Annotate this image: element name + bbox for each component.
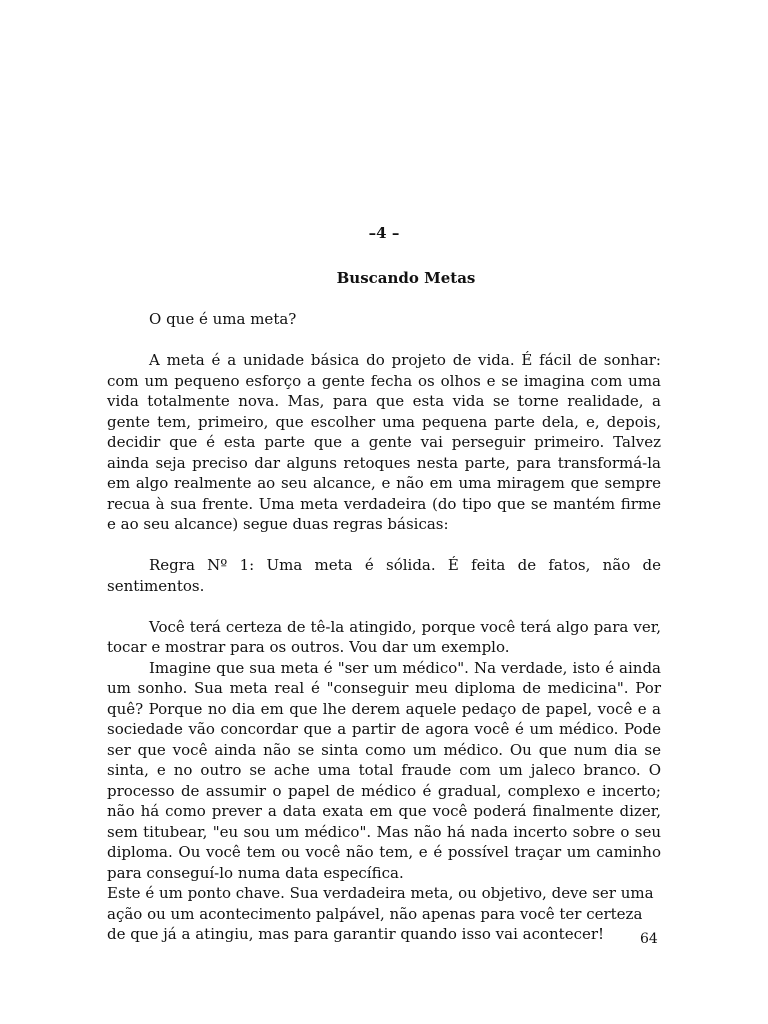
paragraph-key-point: Este é um ponto chave. Sua verdadeira meta, ou objetivo, deve ser uma ação ou um acontecimento palpável, não apenas para você ter certeza de que já a atingiu, mas para garantir quando isso vai acontecer! (107, 884, 654, 943)
paragraph-definition: A meta é a unidade básica do projeto de vida. É fácil de sonhar: com um pequeno esforço a gente fecha os olhos e se imagina com uma vida totalmente nova. Mas, para que esta vida se torne realidade, a gente tem, primeiro, que escolher uma pequena parte dela, e, depois, decidir que é esta parte que a gente vai perseguir primeiro. Talvez ainda seja preciso dar alguns retoques nesta parte, para transformá-la em algo realmente ao seu alcance, e não em uma miragem que sempre recua à sua frente. Uma meta verdadeira (do tipo que se mantém firme e ao seu alcance) segue duas regras básicas: (107, 351, 661, 533)
page-number: 64 (640, 931, 658, 947)
paragraph-rule-1: Regra Nº 1: Uma meta é sólida. É feita de fatos, não de sentimentos. (107, 556, 661, 595)
paragraph-question: O que é uma meta? (149, 310, 297, 328)
body-text (107, 309, 661, 945)
chapter-number: –4 – (368, 224, 400, 242)
paragraph-certainty: Você terá certeza de tê-la atingido, porque você terá algo para ver, tocar e mostrar para os outros. Vou dar um exemplo. (107, 617, 661, 656)
chapter-title: Buscando Metas (336, 269, 476, 287)
paragraph-doctor-example: Imagine que sua meta é "ser um médico". Na verdade, isto é ainda um sonho. Sua meta real é "conseguir meu diploma de medicina". Por quê? Porque no dia em que lhe derem aquele pedaço de papel, você e a sociedade vão concordar que a partir de agora você é um médico. Pode ser que você ainda não se sinta como um médico. Ou que num dia se sinta, e no outro se ache uma total fraude com um jaleco branco. O processo de assumir o papel de médico é gradual, complexo e incerto; não há como prever a data exata em que você poderá finalmente dizer, sem titubear, "eu sou um médico". Mas não há nada incerto sobre o seu diploma. Ou você tem ou você não tem, e é possível traçar um caminho para conseguí-lo numa data específica. (107, 658, 661, 882)
